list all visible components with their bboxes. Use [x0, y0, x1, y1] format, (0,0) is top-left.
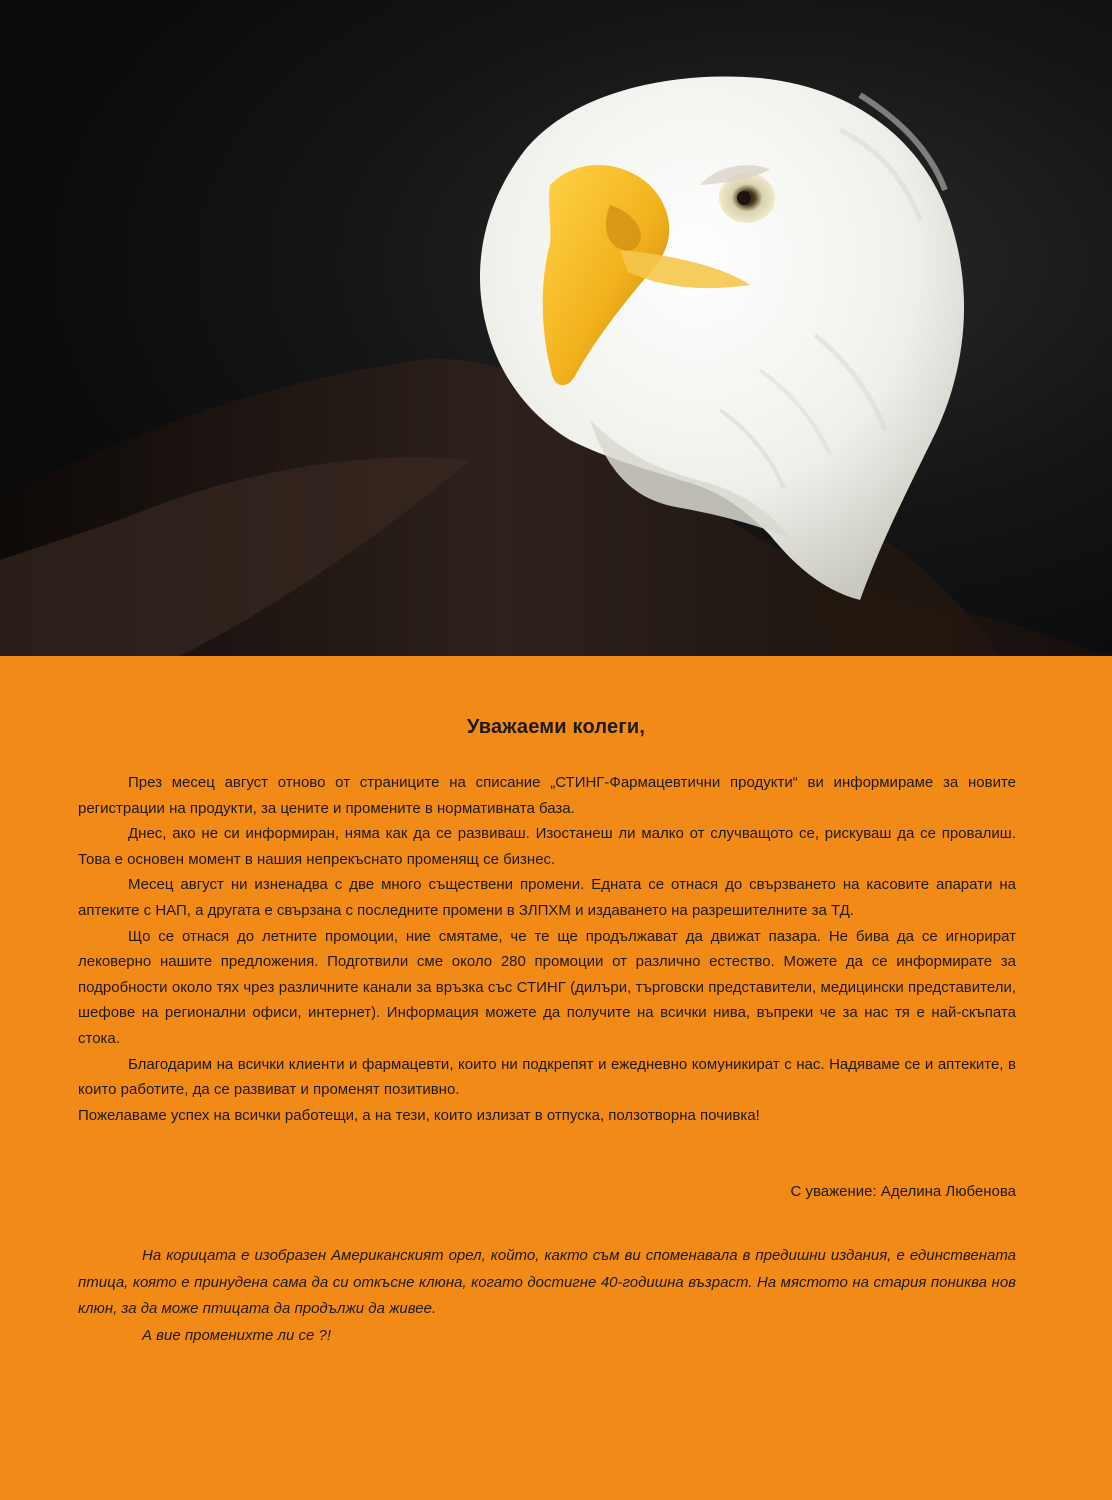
letter-body: [78, 770, 1016, 1128]
note-paragraph-2: А вие променихте ли се ?!: [142, 1326, 332, 1344]
eagle-illustration: [0, 0, 1112, 656]
note-paragraph-1: На корицата е изобразен Американският орел, който, както съм ви споменавала в предишни издания, е единствената птица, която е принудена сама да си откъсне клюна, когато достигне 40-годишна възраст. На мястото на стария пониква нов клюн, за да може птицата да продължи да живее.: [78, 1247, 1016, 1317]
eye-pupil: [737, 191, 751, 205]
paragraph-3: Месец август ни изненадва с две много съществени промени. Едната се отнася до свързването на касовите апарати на аптеките с НАП, а другата е свързана с последните промени в ЗЛПХМ и издаването на разрешителните за ТД.: [78, 876, 1016, 919]
cover-note: [78, 1243, 1016, 1349]
signature: С уважение: Аделина Любенова: [790, 1183, 1016, 1200]
page-title: Уважаеми колеги,: [466, 716, 646, 738]
cover-photo: [0, 0, 1112, 656]
paragraph-1: През месец август отново от страниците на списание „СТИНГ-Фармацевтични продукти“ ви информираме за новите регистрации на продукти, за цените и промените в нормативната база.: [78, 774, 1016, 817]
letter-section: [0, 656, 1112, 1500]
paragraph-4: Що се отнася до летните промоции, ние смятаме, че те ще продължават да движат пазара. Не бива да се игнорират лековерно нашите предложения. Подготвили сме около 280 промоции от различно естество. Можете да се информирате за подробности около тях чрез различните канали за връзка със СТИНГ (дилъри, търговски представители, медицински представители, шефове на регионални офиси, интернет). Информация можете да получите на всички нива, въпреки че за нас тя е най-скъпата стока.: [78, 927, 1016, 1047]
paragraph-5: Благодарим на всички клиенти и фармацевти, които ни подкрепят и ежедневно комуникират с нас. Надяваме се и аптеките, в които работите, да се развиват и променят позитивно.: [78, 1055, 1016, 1099]
paragraph-6: Пожелаваме успех на всички работещи, а на тези, които излизат в отпуска, ползотворна почивка!: [78, 1106, 760, 1124]
paragraph-2: Днес, ако не си информиран, няма как да се развиваш. Изостанеш ли малко от случващото се, рискуваш да се провалиш. Това е основен момент в нашия непрекъснато променящ се бизнес.: [78, 825, 1016, 868]
